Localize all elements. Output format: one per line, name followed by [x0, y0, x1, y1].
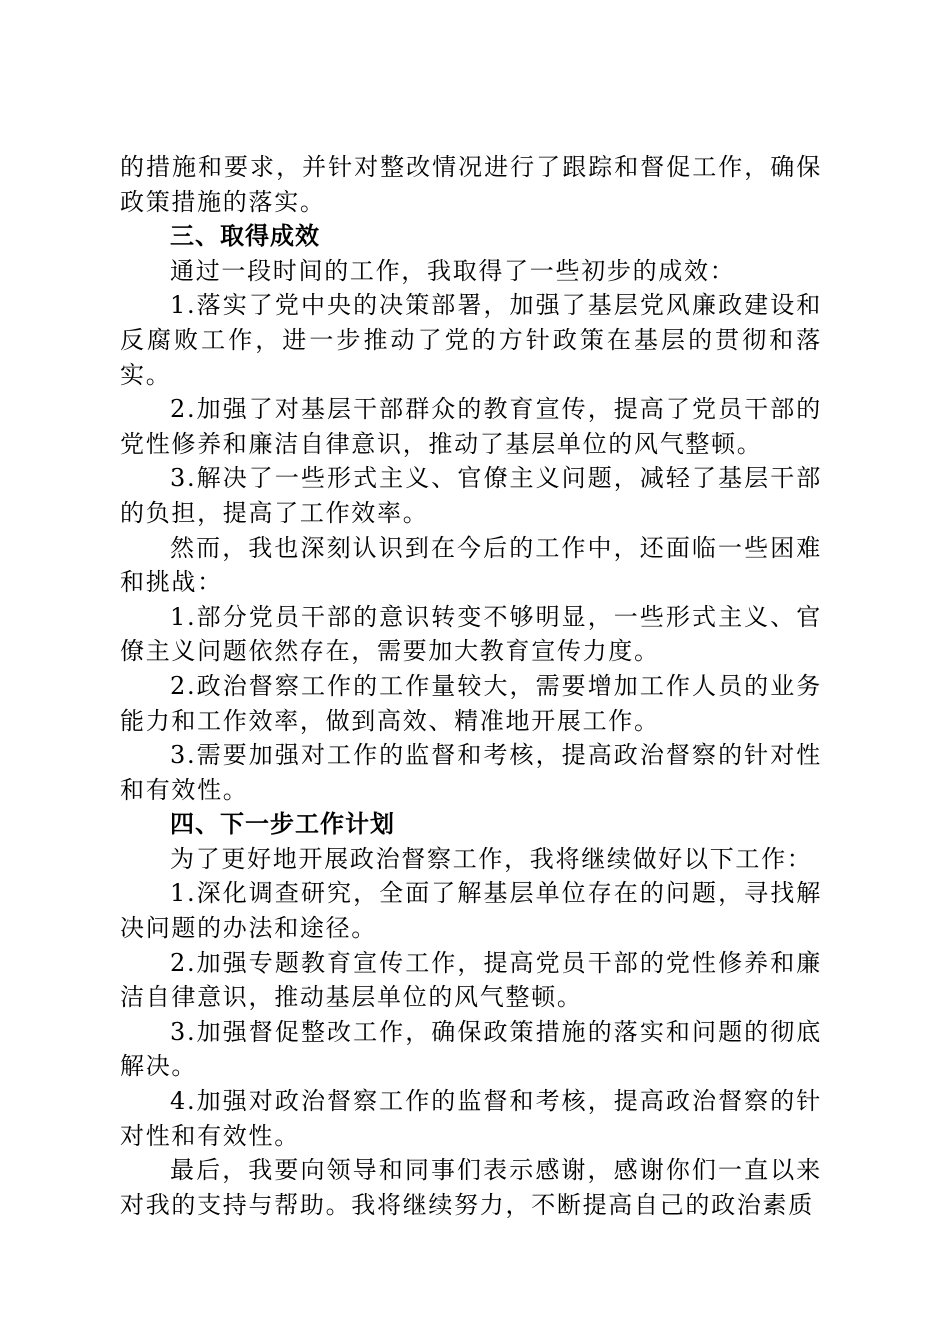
paragraph-plan-1: 1.深化调查研究，全面了解基层单位存在的问题，寻找解决问题的办法和途径。 — [120, 879, 822, 943]
paragraph-result-2: 2.加强了对基层干部群众的教育宣传，提高了党员干部的党性修养和廉洁自律意识，推动了基层单位的风气整顿。 — [120, 395, 822, 458]
paragraph-challenge-3: 3.需要加强对工作的监督和考核，提高政治督察的针对性和有效性。 — [120, 741, 822, 804]
paragraph-closing: 最后，我要向领导和同事们表示感谢，感谢你们一直以来对我的支持与帮助。我将继续努力，不断提高自己的政治素质 — [120, 1156, 822, 1219]
paragraph-plan-4: 4.加强对政治督察工作的监督和考核，提高政治督察的针对性和有效性。 — [120, 1087, 822, 1150]
paragraph-result-1: 1.落实了党中央的决策部署，加强了基层党风廉政建设和反腐败工作，进一步推动了党的方针政策在基层的贯彻和落实。 — [120, 291, 822, 389]
section-heading-results: 三、取得成效 — [170, 222, 320, 251]
paragraph-continuation: 的措施和要求，并针对整改情况进行了跟踪和督促工作，确保政策措施的落实。 — [120, 153, 822, 216]
paragraph-plan-2: 2.加强专题教育宣传工作，提高党员干部的党性修养和廉洁自律意识，推动基层单位的风气整顿。 — [120, 948, 822, 1012]
document-page — [120, 150, 822, 1222]
paragraph-result-3: 3.解决了一些形式主义、官僚主义问题，减轻了基层干部的负担，提高了工作效率。 — [120, 464, 822, 527]
paragraph-results-intro: 通过一段时间的工作，我取得了一些初步的成效： — [170, 256, 736, 285]
paragraph-challenge-2: 2.政治督察工作的工作量较大，需要增加工作人员的业务能力和工作效率，做到高效、精准地开展工作。 — [120, 671, 822, 735]
paragraph-plan-intro: 为了更好地开展政治督察工作，我将继续做好以下工作： — [170, 844, 813, 873]
paragraph-challenge-1: 1.部分党员干部的意识转变不够明显，一些形式主义、官僚主义问题依然存在，需要加大教育宣传力度。 — [120, 602, 822, 666]
paragraph-plan-3: 3.加强督促整改工作，确保政策措施的落实和问题的彻底解决。 — [120, 1017, 822, 1081]
paragraph-challenges-intro: 然而，我也深刻认识到在今后的工作中，还面临一些困难和挑战： — [120, 533, 822, 597]
section-heading-next-steps: 四、下一步工作计划 — [170, 810, 395, 839]
